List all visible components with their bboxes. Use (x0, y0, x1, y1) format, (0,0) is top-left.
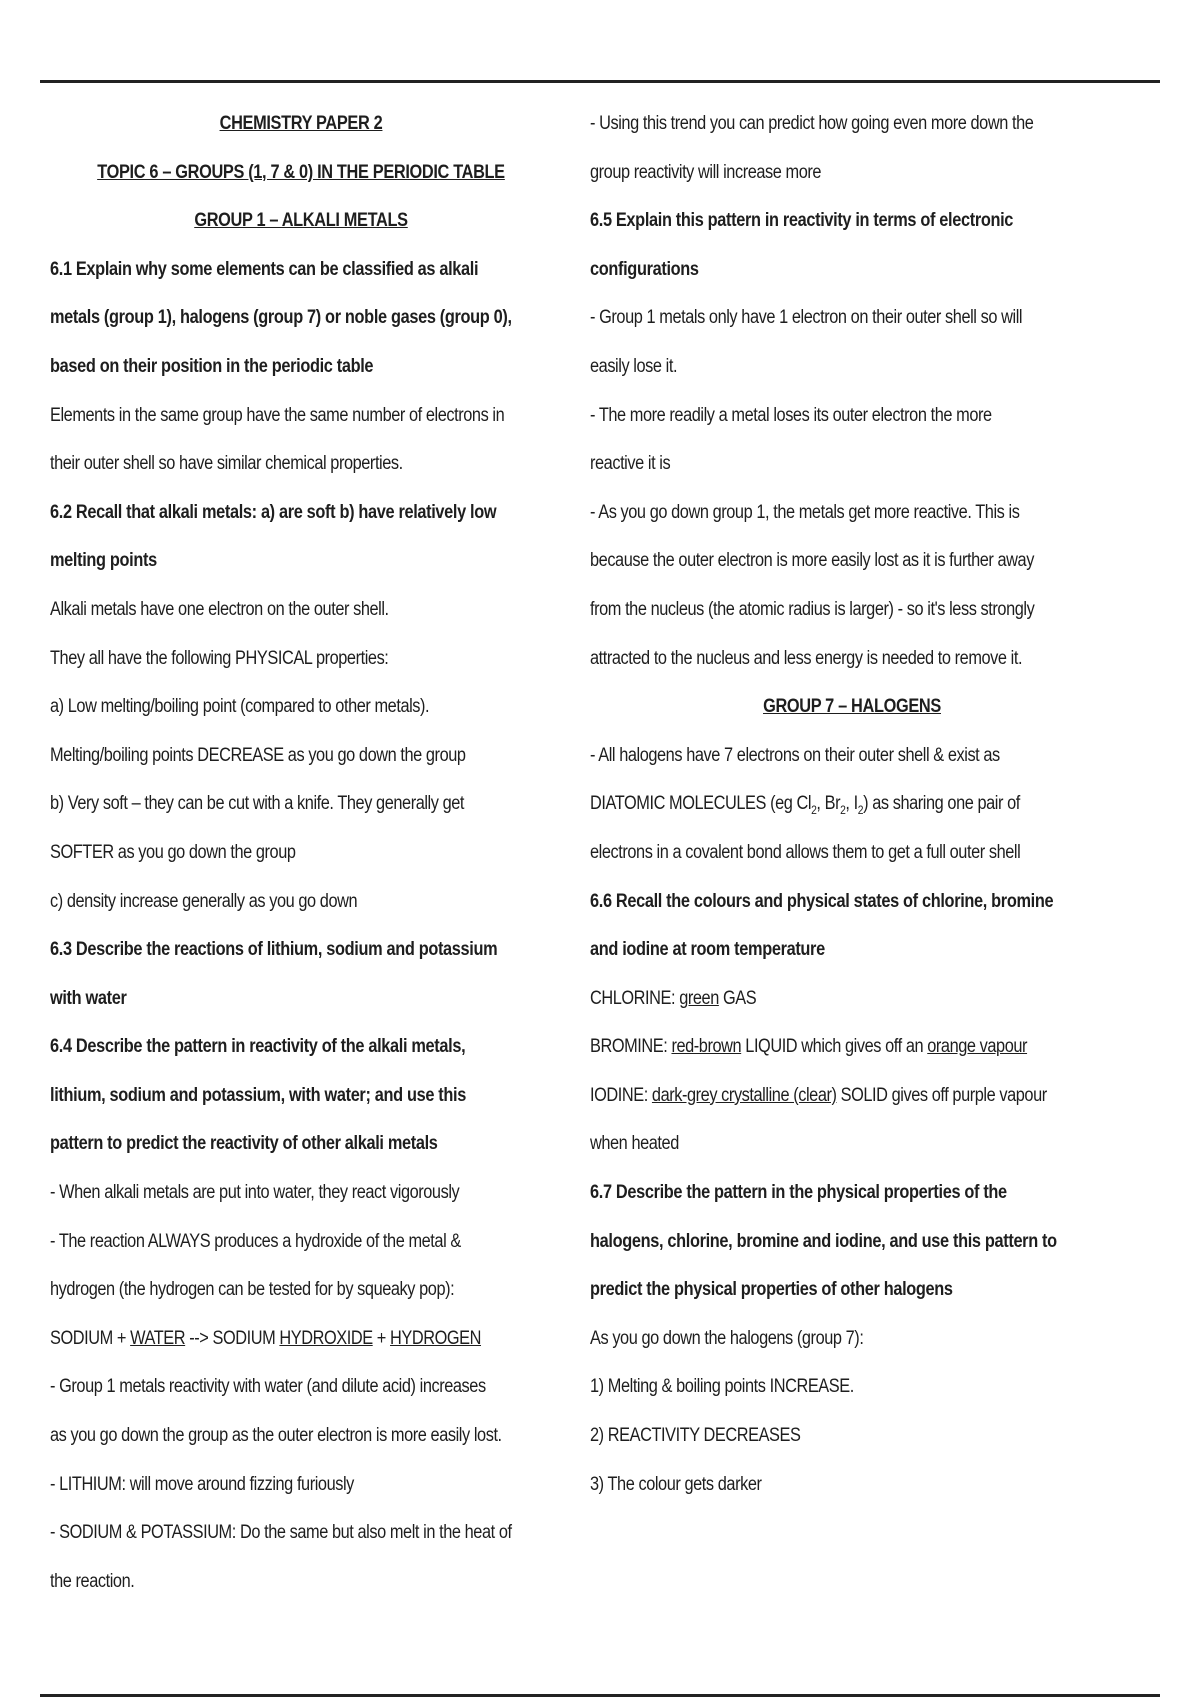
answer-6-7: As you go down the halogens (group 7): (590, 1327, 864, 1349)
iodine-line: when heated (590, 1133, 679, 1155)
answer-6-5: - Group 1 metals only have 1 electron on their outer shell so will (590, 307, 1023, 329)
answer-6-5: attracted to the nucleus and less energy is needed to remove it. (590, 647, 1023, 669)
question-6-3: 6.3 Describe the reactions of lithium, sodium and potassium (50, 939, 498, 961)
group1-heading: GROUP 1 – ALKALI METALS (194, 210, 408, 232)
answer-6-7: 2) REACTIVITY DECREASES (590, 1425, 801, 1447)
answer-6-4: the reaction. (50, 1570, 135, 1592)
left-column (50, 100, 552, 1606)
answer-6-5: reactive it is (590, 453, 671, 475)
question-6-4: lithium, sodium and potassium, with water; and use this (50, 1084, 466, 1106)
halogens-text: electrons in a covalent bond allows them to get a full outer shell (590, 841, 1021, 863)
answer-6-2: SOFTER as you go down the group (50, 841, 296, 863)
question-6-1: metals (group 1), halogens (group 7) or noble gases (group 0), (50, 307, 512, 329)
top-rule (40, 80, 1160, 83)
bottom-rule (40, 1694, 1160, 1697)
question-6-6: 6.6 Recall the colours and physical states of chlorine, bromine (590, 890, 1054, 912)
question-6-7: halogens, chlorine, bromine and iodine, and use this pattern to (590, 1230, 1057, 1252)
question-6-3: with water (50, 987, 127, 1009)
answer-6-4-cont: - Using this trend you can predict how going even more down the (590, 113, 1034, 134)
question-6-7: predict the physical properties of other halogens (590, 1279, 953, 1301)
paper-title: CHEMISTRY PAPER 2 (219, 113, 383, 134)
answer-6-7: 3) The colour gets darker (590, 1473, 762, 1495)
question-6-7: 6.7 Describe the pattern in the physical properties of the (590, 1182, 1007, 1204)
iodine-line: IODINE: dark-grey crystalline (clear) SOLID gives off purple vapour (590, 1084, 1047, 1106)
answer-6-4: - LITHIUM: will move around fizzing furiously (50, 1473, 354, 1495)
answer-6-4-cont: group reactivity will increase more (590, 161, 822, 183)
question-6-1: based on their position in the periodic table (50, 355, 374, 377)
answer-6-5: easily lose it. (590, 355, 678, 377)
bromine-line: BROMINE: red-brown LIQUID which gives off an orange vapour (590, 1036, 1028, 1058)
question-6-2: 6.2 Recall that alkali metals: a) are soft b) have relatively low (50, 501, 497, 523)
answer-6-4: as you go down the group as the outer electron is more easily lost. (50, 1425, 502, 1447)
answer-6-1: their outer shell so have similar chemical properties. (50, 453, 403, 475)
question-6-1: 6.1 Explain why some elements can be classified as alkali (50, 258, 479, 280)
answer-6-2: They all have the following PHYSICAL properties: (50, 647, 389, 669)
question-6-5: configurations (590, 258, 699, 280)
answer-6-2: c) density increase generally as you go down (50, 890, 358, 912)
chlorine-line: CHLORINE: green GAS (590, 987, 757, 1009)
question-6-4: pattern to predict the reactivity of other alkali metals (50, 1133, 438, 1155)
answer-6-4: - SODIUM & POTASSIUM: Do the same but also melt in the heat of (50, 1522, 512, 1544)
answer-6-5: because the outer electron is more easily lost as it is further away (590, 550, 1034, 572)
halogens-text: - All halogens have 7 electrons on their outer shell & exist as (590, 744, 1000, 766)
answer-6-4: - When alkali metals are put into water, they react vigorously (50, 1182, 460, 1204)
answer-6-1: Elements in the same group have the same number of electrons in (50, 404, 505, 426)
answer-6-5: - As you go down group 1, the metals get more reactive. This is (590, 501, 1020, 523)
right-column (590, 100, 1114, 1509)
answer-6-2: b) Very soft – they can be cut with a knife. They generally get (50, 793, 465, 815)
question-6-4: 6.4 Describe the pattern in reactivity of the alkali metals, (50, 1036, 466, 1058)
answer-6-2: Alkali metals have one electron on the outer shell. (50, 598, 389, 620)
answer-6-5: - The more readily a metal loses its outer electron the more (590, 404, 992, 426)
group7-heading: GROUP 7 – HALOGENS (763, 696, 941, 718)
answer-6-4: hydrogen (the hydrogen can be tested for by squeaky pop): (50, 1279, 455, 1301)
question-6-6: and iodine at room temperature (590, 939, 825, 961)
answer-6-5: from the nucleus (the atomic radius is larger) - so it's less strongly (590, 598, 1035, 620)
question-6-2: melting points (50, 550, 157, 572)
answer-6-4: - Group 1 metals reactivity with water (and dilute acid) increases (50, 1376, 486, 1398)
question-6-5: 6.5 Explain this pattern in reactivity in terms of electronic (590, 210, 1014, 232)
halogens-text: DIATOMIC MOLECULES (eg $Cl_2$, $Br_2$, $I_2$) as sharing one pair of (590, 793, 1020, 818)
answer-6-7: 1) Melting & boiling points INCREASE. (590, 1376, 854, 1398)
word-equation: SODIUM + WATER --> SODIUM HYDROXIDE + HYDROGEN (50, 1327, 482, 1349)
answer-6-4: - The reaction ALWAYS produces a hydroxide of the metal & (50, 1230, 461, 1252)
answer-6-2: Melting/boiling points DECREASE as you go down the group (50, 744, 466, 766)
answer-6-2: a) Low melting/boiling point (compared to other metals). (50, 696, 430, 718)
topic-heading: TOPIC 6 – GROUPS (1, 7 & 0) IN THE PERIODIC TABLE (97, 161, 505, 183)
